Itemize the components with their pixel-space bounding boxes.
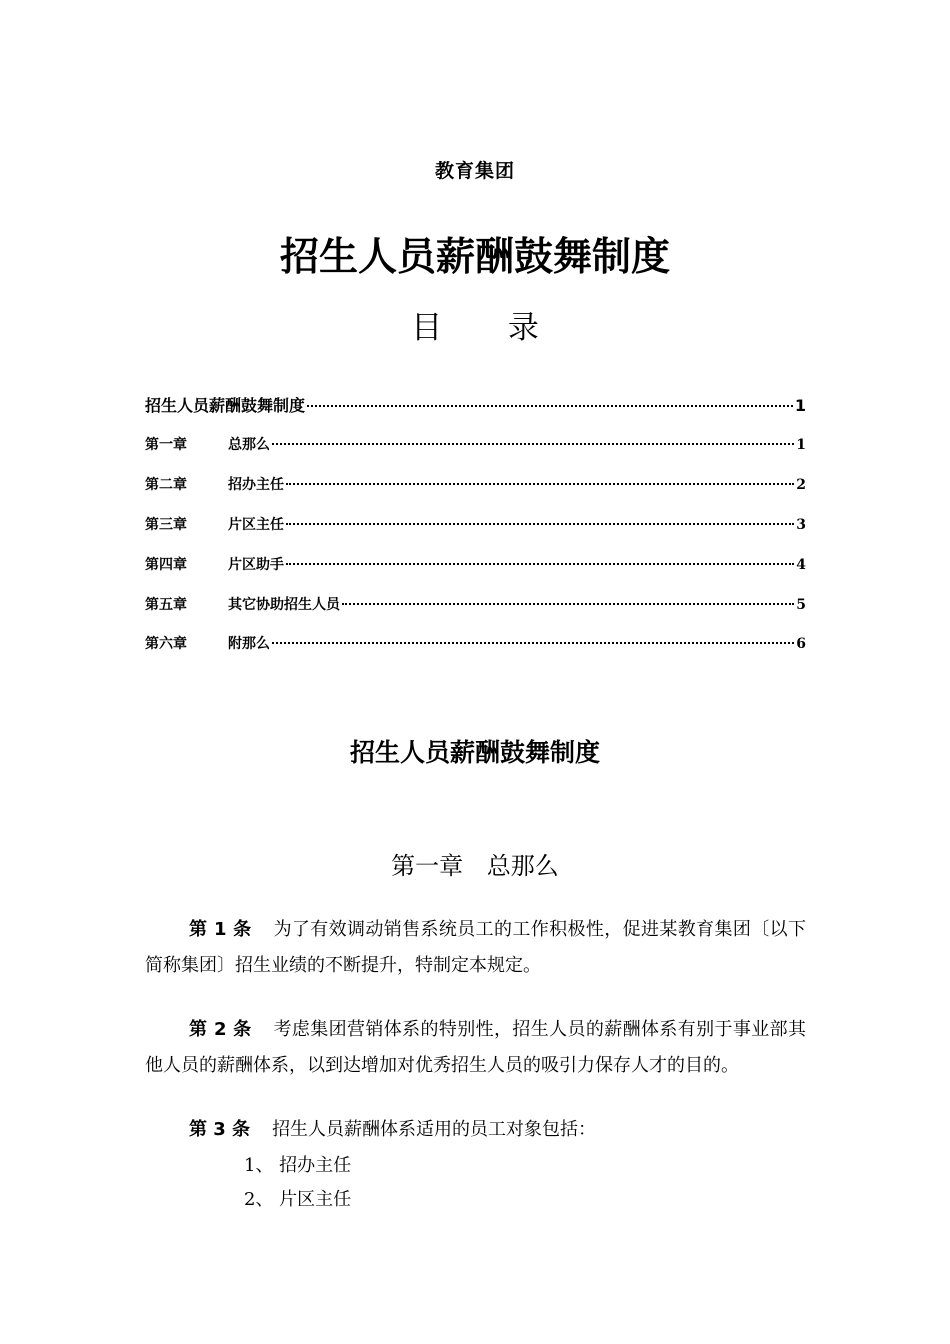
toc-chapter: 第三章 — [145, 517, 187, 533]
toc-entry[interactable] — [145, 434, 806, 454]
toc-leader — [272, 642, 794, 644]
toc-entry[interactable] — [145, 633, 806, 653]
toc-entry-label: 附那么 — [228, 636, 270, 652]
toc-leader — [286, 523, 794, 525]
toc-chapter: 第二章 — [145, 477, 187, 493]
organization-name: 教育集团 — [434, 160, 515, 182]
toc-heading: 目 录 — [411, 310, 539, 346]
list-item: 1、 招办主任 — [244, 1155, 352, 1176]
document-title: 招生人员薪酬鼓舞制度 — [279, 235, 670, 280]
toc-main-label: 招生人员薪酬鼓舞制度 — [145, 396, 306, 415]
toc-chapter: 第五章 — [145, 597, 187, 613]
article-text: 考虑集团营销体系的特别性，招生人员的薪酬体系有别于事业部其他人员的薪酬体系，以到达增加对优秀招生人员的吸引力保存人才的目的。 — [145, 1019, 807, 1076]
list-item: 2、 片区主任 — [244, 1189, 352, 1210]
toc-chapter: 第一章 — [145, 437, 187, 453]
toc-entry[interactable] — [145, 474, 806, 494]
toc-page-number: 4 — [796, 557, 806, 573]
toc-main-entry[interactable] — [145, 393, 806, 416]
toc-entry[interactable] — [145, 554, 806, 574]
toc-chapter: 第六章 — [145, 636, 187, 652]
toc-page-number: 3 — [796, 517, 806, 533]
toc-page-number: 5 — [796, 597, 806, 613]
toc-entry-label: 总那么 — [228, 437, 270, 453]
toc-entry-label: 其它协助招生人员 — [228, 597, 340, 613]
article-number: 第 2 条 — [189, 1019, 252, 1040]
toc-leader — [342, 603, 794, 605]
toc-entry-label: 片区主任 — [228, 517, 284, 533]
toc-leader — [286, 563, 794, 565]
article-paragraph — [145, 912, 806, 984]
article-number: 第 1 条 — [189, 919, 252, 940]
toc-chapter: 第四章 — [145, 557, 187, 573]
section-title: 招生人员薪酬鼓舞制度 — [349, 738, 600, 767]
toc-entry-label: 片区助手 — [228, 557, 284, 573]
article-paragraph — [145, 1012, 806, 1084]
toc-page-number: 1 — [794, 396, 806, 415]
toc-entry-label: 招办主任 — [228, 477, 284, 493]
toc-leader — [307, 405, 793, 407]
chapter-title: 第一章 总那么 — [391, 852, 559, 880]
toc-page-number: 2 — [796, 477, 806, 493]
toc-entry[interactable] — [145, 514, 806, 534]
article-paragraph — [145, 1112, 806, 1148]
toc-leader — [272, 443, 794, 445]
toc-leader — [286, 483, 794, 485]
article-number: 第 3 条 — [189, 1119, 251, 1140]
toc-page-number: 1 — [796, 437, 806, 453]
article-text: 招生人员薪酬体系适用的员工对象包括： — [272, 1119, 597, 1140]
article-text: 为了有效调动销售系统员工的工作积极性，促进某教育集团〔以下简称集团〕招生业绩的不断提升，特制定本规定。 — [145, 919, 807, 976]
toc-entry[interactable] — [145, 594, 806, 614]
toc-page-number: 6 — [796, 636, 806, 652]
